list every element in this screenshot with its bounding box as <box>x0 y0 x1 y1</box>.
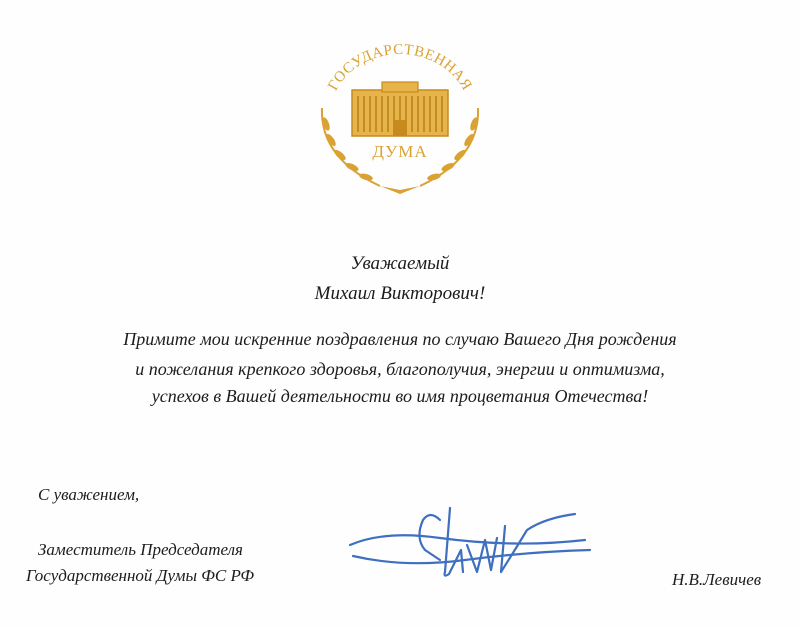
greeting-line-1: Уважаемый <box>350 253 450 274</box>
duma-building-icon <box>352 82 448 136</box>
body-line-3: успехов в Вашей деятельности во имя процветания Отечества! <box>151 386 649 406</box>
signer-name: Н.В.Левичев <box>672 570 762 589</box>
body-line-2: и пожелания крепкого здоровья, благополучия, энергии и оптимизма, <box>135 359 665 379</box>
closing-text: С уважением, <box>38 485 140 504</box>
position-line-2: Государственной Думы ФС РФ <box>26 566 255 585</box>
greeting-line-2: Михаил Викторович! <box>314 283 486 304</box>
position-line-1: Заместитель Председателя <box>38 540 243 559</box>
handwritten-signature <box>345 490 595 590</box>
emblem-bottom-text: ДУМА <box>372 142 428 161</box>
emblem-top-text: ГОСУДАРСТВЕННАЯ <box>325 41 475 94</box>
body-line-1: Примите мои искренние поздравления по случаю Вашего Дня рождения <box>123 329 677 349</box>
state-duma-emblem <box>300 38 500 198</box>
